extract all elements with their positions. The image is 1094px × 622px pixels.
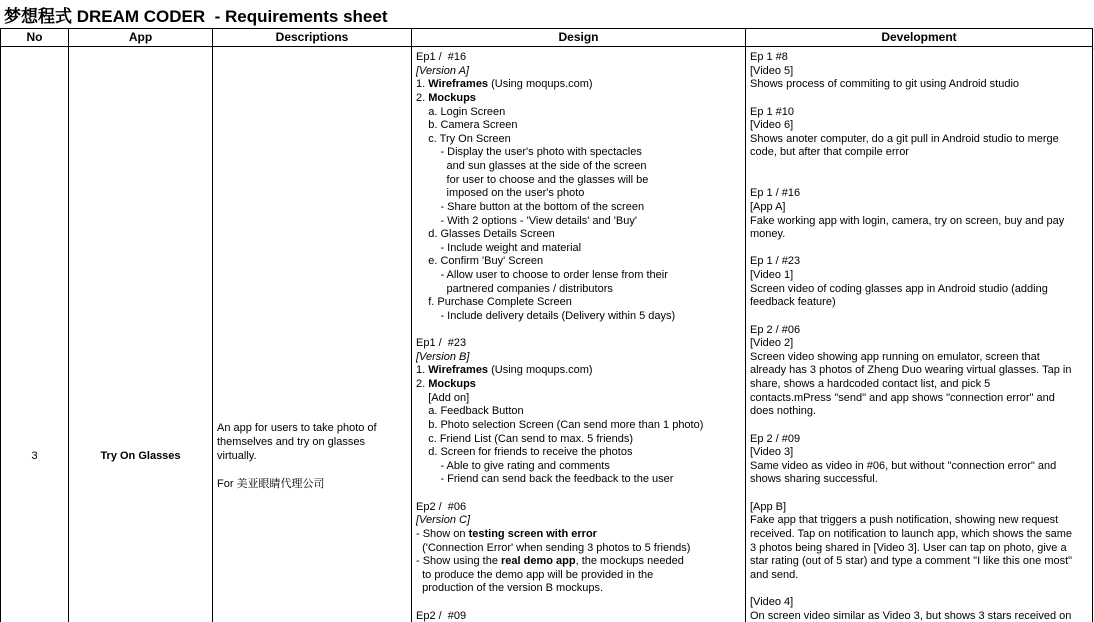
row-number: 3 <box>31 450 38 462</box>
text-line: received. Tap on notification to launch app, which shows the same <box>750 527 1073 540</box>
col-header-development: Development <box>881 30 957 44</box>
text-line: - With 2 options - 'View details' and 'Buy' <box>416 214 637 227</box>
text-line: An app for users to take photo of <box>217 422 377 434</box>
text-line: partnered companies / distributors <box>416 282 613 295</box>
text-line: production of the version B mockups. <box>416 582 604 595</box>
text-line: Ep 1 #10 <box>750 105 795 118</box>
text-line: and send. <box>750 568 799 581</box>
col-header-descriptions: Descriptions <box>213 29 412 46</box>
app-name: Try On Glasses <box>100 450 181 462</box>
text-line: Ep 2 / #06 <box>750 323 801 336</box>
text-line: For 美亚眼睛代理公司 <box>217 478 325 490</box>
text-line: feedback feature) <box>750 296 836 309</box>
cell-no[interactable] <box>1 47 69 622</box>
text-line: [Version A] <box>416 64 469 77</box>
table-row <box>0 47 1093 622</box>
text-line: Ep1 / #16 <box>416 51 467 63</box>
text-line: shows sharing successful. <box>750 473 878 486</box>
text-line: On screen video similar as Video 3, but shows 3 stars received on <box>750 609 1072 622</box>
cell-app[interactable] <box>69 47 213 622</box>
text-line: Ep2 / #06 <box>416 500 467 513</box>
text-line: share, shows a hardcoded contact list, and pick 5 <box>750 378 991 390</box>
text-line: 1. Wireframes (Using moqups.com) <box>416 364 593 377</box>
text-line: d. Screen for friends to receive the photos <box>416 446 633 459</box>
text-line: Screen video of coding glasses app in Android studio (adding <box>750 282 1048 295</box>
text-line: star rating (out of 5 star) and type a comment "I like this one most" <box>750 555 1073 568</box>
text-line <box>750 160 1088 174</box>
text-line: [App B] <box>750 500 787 513</box>
text-line: code, but after that compile error <box>750 146 909 159</box>
text-line: - Include weight and material <box>416 241 582 254</box>
text-line: [App A] <box>750 200 786 213</box>
table-header <box>0 28 1093 47</box>
col-header-no: No <box>1 29 69 46</box>
text-line: c. Friend List (Can send to max. 5 friends) <box>416 432 634 445</box>
development-text <box>746 47 1092 622</box>
text-line: [Video 6] <box>750 119 794 132</box>
text-line: - Share button at the bottom of the screen <box>416 200 645 213</box>
text-line: Ep 1 / #16 <box>750 187 801 200</box>
text-line: Same video as video in #06, but without "connection error" and <box>750 459 1057 472</box>
text-line: - Show using the real demo app, the mockups needed <box>416 555 684 568</box>
text-line: - Include delivery details (Delivery within 5 days) <box>416 309 676 322</box>
cell-design[interactable] <box>412 47 746 622</box>
text-line: a. Login Screen <box>416 105 506 118</box>
text-line <box>750 310 1088 324</box>
text-line: Ep 1 / #23 <box>750 255 801 268</box>
text-line: [Video 1] <box>750 269 794 281</box>
text-line: 2. Mockups <box>416 91 476 104</box>
text-line <box>750 487 1088 501</box>
text-line <box>750 582 1088 596</box>
text-line: money. <box>750 228 786 241</box>
text-line: b. Camera Screen <box>416 119 518 132</box>
text-line: Screen video showing app running on emulator, screen that <box>750 350 1040 363</box>
text-line: Shows process of commiting to git using Android studio <box>750 78 1020 91</box>
text-line: ('Connection Error' when sending 3 photos to 5 friends) <box>416 541 691 554</box>
text-line: b. Photo selection Screen (Can send more than 1 photo) <box>416 418 704 431</box>
text-line: and sun glasses at the side of the screen <box>416 160 647 172</box>
text-line: already has 3 photos of Zheng Duo wearing virtual glasses. Tap in <box>750 364 1072 377</box>
text-line: themselves and try on glasses <box>217 436 365 448</box>
design-text <box>412 47 745 622</box>
text-line: virtually. <box>217 450 257 462</box>
text-line: - Friend can send back the feedback to the user <box>416 473 674 486</box>
text-line: 1. Wireframes (Using moqups.com) <box>416 78 593 91</box>
text-line <box>750 419 1088 433</box>
col-header-design: Design <box>412 29 746 46</box>
text-line: [Video 5] <box>750 64 794 77</box>
text-line: 3 photos being shared in [Video 3]. User can tap on photo, give a <box>750 541 1067 554</box>
text-line: e. Confirm 'Buy' Screen <box>416 255 544 268</box>
text-line: Shows anoter computer, do a git pull in Android studio to merge <box>750 132 1059 145</box>
text-line: imposed on the user's photo <box>416 187 585 200</box>
text-line <box>750 242 1088 256</box>
text-line: [Video 2] <box>750 337 794 350</box>
col-header-app: App <box>69 29 213 46</box>
text-line: d. Glasses Details Screen <box>416 228 555 241</box>
text-line: Fake app that triggers a push notification, showing new request <box>750 514 1059 527</box>
text-line: - Able to give rating and comments <box>416 459 610 472</box>
text-line <box>217 463 407 477</box>
text-line: to produce the demo app will be provided in the <box>416 568 654 581</box>
cell-development[interactable] <box>746 47 1092 622</box>
text-line: Ep 2 / #09 <box>750 432 801 445</box>
sheet-title: 梦想程式 DREAM CODER - Requirements sheet <box>4 7 388 26</box>
text-line: Ep2 / #09 <box>416 609 467 622</box>
text-line <box>416 487 741 501</box>
text-line: a. Feedback Button <box>416 405 524 418</box>
text-line: - Allow user to choose to order lense from their <box>416 269 668 281</box>
text-line: Ep 1 #8 <box>750 51 788 63</box>
text-line <box>750 174 1088 188</box>
text-line <box>416 596 741 610</box>
text-line: 2. Mockups <box>416 378 476 390</box>
text-line: [Version B] <box>416 350 470 363</box>
text-line: [Add on] <box>416 391 470 404</box>
text-line <box>416 324 741 338</box>
text-line: - Display the user's photo with spectacles <box>416 146 642 159</box>
text-line: for user to choose and the glasses will be <box>416 173 649 186</box>
text-line: [Video 3] <box>750 446 794 459</box>
text-line: Fake working app with login, camera, try on screen, buy and pay <box>750 214 1065 227</box>
text-line: f. Purchase Complete Screen <box>416 296 572 309</box>
text-line: - Show on testing screen with error <box>416 527 597 540</box>
text-line: Ep1 / #23 <box>416 337 467 350</box>
cell-descriptions[interactable] <box>213 47 412 622</box>
text-line: does nothing. <box>750 405 817 418</box>
text-line <box>750 92 1088 106</box>
text-line: contacts.mPress "send" and app shows "connection error" and <box>750 391 1055 404</box>
text-line: [Video 4] <box>750 596 794 608</box>
descriptions-text <box>213 47 411 491</box>
text-line: [Version C] <box>416 514 471 527</box>
text-line: c. Try On Screen <box>416 132 511 145</box>
